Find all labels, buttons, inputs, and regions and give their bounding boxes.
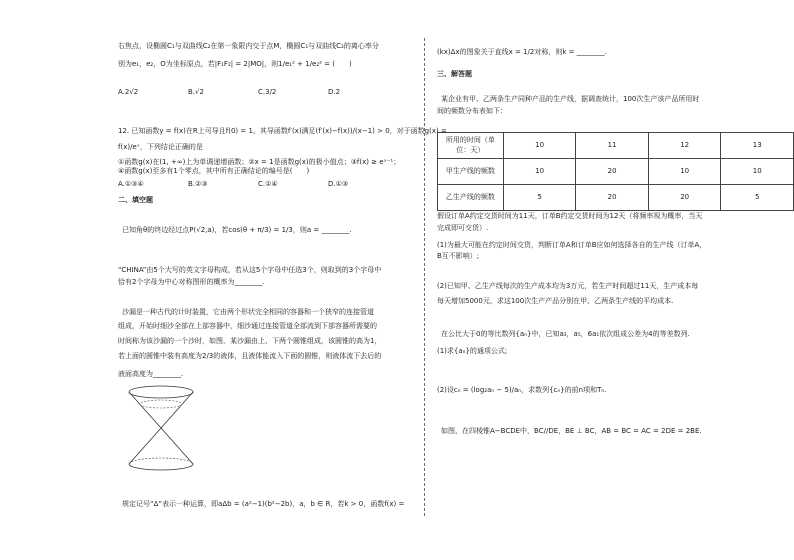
liquid-surface [140,400,182,408]
table-row [438,159,794,185]
q14-line1: “CHINA”由5个大写的英文字母构成，若从这5个字母中任选3个，则取到的3个字母中 [118,266,382,274]
bottom-cone-base-back [129,458,193,464]
q15-line2: 组成，开始时细沙全部在上部容器中，细沙通过连接管道全部流到下部容器所需要的 [118,322,377,330]
hourglass-figure [124,384,198,474]
q17-line4: 完成即可交货）. [437,224,489,232]
q13-text: 已知角θ的终边经过点P(√2,a)，若cos(θ + π/3) = 1/3，则a = ________. [122,226,352,234]
q19-text: 如图，在四棱锥A−BCDE中，BC//DE，BE ⊥ BC，AB = BC = AC = 2DE = 2BE. [441,427,702,435]
q11-option-a: A.2√2 [118,88,139,96]
q12-option-b: B.②③ [188,180,208,188]
q11-option-c: C.3/2 [258,88,277,96]
q11-line2: 别为e₁，e₂，O为坐标原点，若|F₁F₂| = 2|MO|，则1/e₁² + 1/e₂² = ( ) [118,60,352,68]
q17-line1: 某企业有甲、乙两条生产同种产品的生产线，据调查统计，100次生产该产品所用时 [441,95,700,103]
q15-line1: 沙漏是一种古代的计时装置，它由两个形状完全相同的容器和一个狭窄的连接管道 [122,308,374,316]
table-cell: 甲生产线的频数 [438,159,504,185]
q16-text: 规定记号“Δ”表示一种运算，即aΔb = (a²−1)(b²−2b)，a，b ∈ R，若k > 0，函数f(x) = [122,500,405,508]
q17-part2-line2: 每天增加5000元，求这100次生产产品分别在甲、乙两条生产线的平均成本. [437,297,674,305]
q15-line4: 若上面的圆锥中装有高度为2/3的液体，且液体能流入下面的圆锥，则液体流下去后的 [118,352,382,360]
q11-line1: 右焦点，设椭圆C₁与双曲线C₂在第一象限内交于点M，椭圆C₁与双曲线C₂的离心率分 [118,42,379,50]
q18-part2: (2)设cₙ = (log₂aₙ − 5)/aₙ，求数列{cₙ}的前n项和Tₙ. [437,386,607,394]
q12-option-a: A.①③④ [118,180,144,188]
q12-option-d: D.①③ [328,180,349,188]
q17-part1-line1: (1)为最大可能在约定时间交货，判断订单A和订单B应如何选择各自的生产线（订单A， [437,241,707,249]
q16-continuation: (kx)Δx的图象关于直线x = 1/2对称，则k = ________. [437,48,607,56]
q12-option-c: C.①④ [258,180,278,188]
q18-part1: (1)求{aₙ}的通项公式; [437,347,508,355]
q17-line3: 假设订单A约定交货时间为11天，订单B约定交货时间为12天（将频率视为概率，当天 [437,212,703,220]
q12-line1: 12. 已知函数y = f(x)在R上可导且f(0) = 1，其导函数f′(x)满足(f′(x)−f(x))/(x−1) > 0，对于函数g(x) = [118,127,447,135]
q17-line2: 间的频数分布表如下： [437,107,507,115]
bottom-cone-right-edge [161,428,193,464]
table-cell: 10 [503,159,576,185]
q12-line4: ④函数g(x)至多有1个零点，其中所有正确结论的编号是( ) [118,167,310,175]
top-cone-base [129,386,193,398]
section-fill-in-heading: 二、填空题 [118,196,153,204]
table-cell: 10 [721,159,794,185]
q12-line3: ①函数g(x)在(1, +∞)上为单调递增函数；②x = 1是函数g(x)的极小值点；③f(x) ≥ eˣ⁻¹； [118,158,401,166]
q17-part1-line2: B互不影响）; [437,252,480,260]
table-cell: 20 [648,185,721,211]
table-cell: 20 [576,159,649,185]
table-cell: 所用的时间（单位：天） [438,133,504,159]
table-cell: 11 [576,133,649,159]
q15-line3: 时间称为该沙漏的一个沙时，如图，某沙漏由上、下两个圆锥组成，该圆锥的高为1， [118,337,382,345]
q18-line1: 在公比大于0的等比数列{aₙ}中，已知a₃，a₅，6a₁依次组成公差为4的等差数列. [441,330,690,338]
bottom-cone-base-front [129,464,193,470]
q11-option-b: B.√2 [188,88,204,96]
column-divider [424,38,425,516]
q12-line2: f(x)/eˣ，下列结论正确的是 [118,143,203,151]
table-cell: 5 [721,185,794,211]
table-row [438,185,794,211]
table-cell: 12 [648,133,721,159]
q14-line2: 恰有2个字母为中心对称图形的概率为________. [118,278,265,286]
table-cell: 13 [721,133,794,159]
table-cell: 10 [648,159,721,185]
section-answer-heading: 三、解答题 [437,70,472,78]
table-header-row [438,133,794,159]
q11-option-d: D.2 [328,88,341,96]
frequency-table [437,132,794,211]
table-cell: 5 [503,185,576,211]
table-cell: 20 [576,185,649,211]
q15-line5: 液面高度为________. [118,370,184,378]
table-cell: 乙生产线的频数 [438,185,504,211]
table-cell: 10 [503,133,576,159]
q17-part2-line1: (2)已知甲、乙生产线每次的生产成本均为3万元，若生产时间超过11天，生产成本每 [437,282,699,290]
